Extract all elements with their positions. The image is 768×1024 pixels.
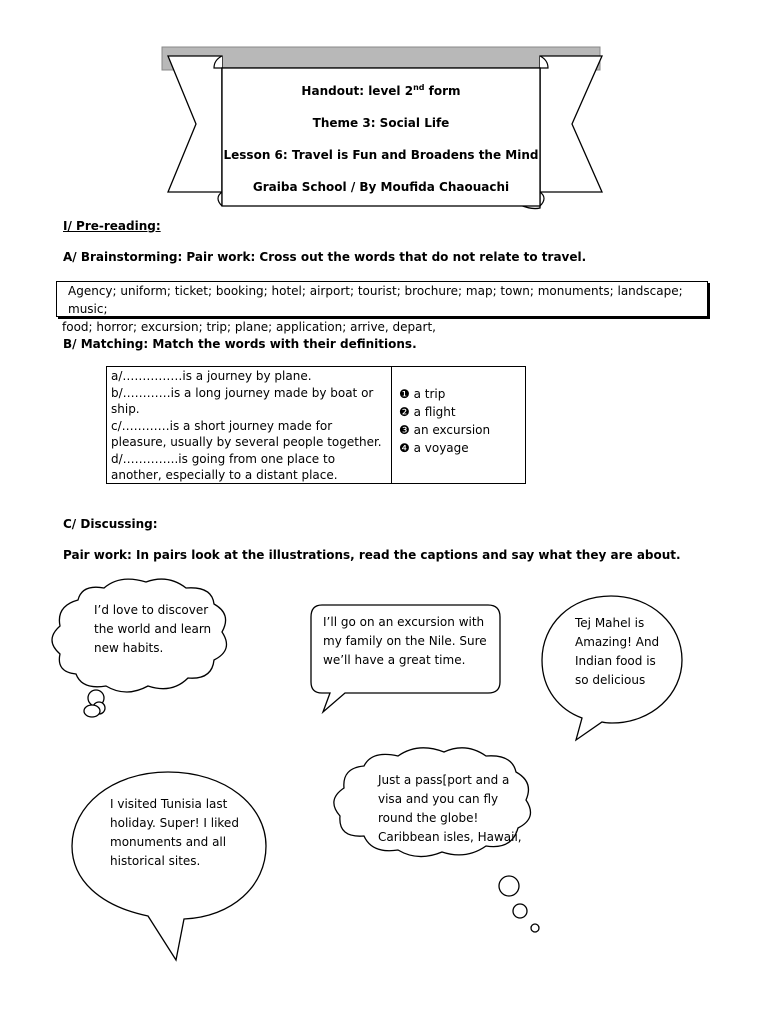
option-2: ❷ a flight <box>399 405 456 419</box>
definition-c: c/…………is a short journey made for pleasure, usually by several people together. <box>111 418 382 449</box>
word-list-line-1: Agency; uniform; ticket; booking; hotel; airport; tourist; brochure; map; town; monuments; landscape; music; <box>68 284 683 316</box>
brainstorming-heading: A/ Brainstorming: Pair work: Cross out the words that do not relate to travel. <box>63 250 587 264</box>
bubble-4-text: I visited Tunisia last holiday. Super! I liked monuments and all historical sites. <box>110 797 239 868</box>
bubble-1-text: I’d love to discover the world and learn new habits. <box>94 603 212 655</box>
handout-level-line: Handout: level 2nd form <box>301 83 461 98</box>
matching-heading: B/ Matching: Match the words with their definitions. <box>63 337 417 351</box>
option-1: ❶ a trip <box>399 387 446 401</box>
thought-dot-1c <box>84 705 100 717</box>
pre-reading-title: I/ Pre-reading: <box>63 219 161 233</box>
bubble-2-text: I’ll go on an excursion with my family on the Nile. Sure we’ll have a great time. <box>323 615 487 667</box>
option-4: ❹ a voyage <box>399 441 469 455</box>
school-author-line: Graiba School / By Moufida Chaouachi <box>252 180 510 194</box>
definition-b: b/…………is a long journey made by boat or ship. <box>111 385 374 416</box>
definition-a: a/……………is a journey by plane. <box>111 369 312 383</box>
discussing-instruction: Pair work: In pairs look at the illustrations, read the captions and say what they are about. <box>63 548 681 562</box>
bubble-5-text: Just a pass[port and a visa and you can fly round the globe! Caribbean isles, Hawaii, <box>378 773 522 844</box>
theme-line: Theme 3: Social Life <box>312 116 450 130</box>
thought-dot-5c <box>531 924 539 932</box>
discussing-heading: C/ Discussing: <box>63 517 158 531</box>
word-list-line-2: food; horror; excursion; trip; plane; application; arrive, depart, <box>62 320 436 334</box>
bubble-3-text: Tej Mahel is Amazing! And Indian food is so delicious <box>575 616 660 687</box>
lesson-line: Lesson 6: Travel is Fun and Broadens the Mind <box>223 148 539 162</box>
definition-d: d/…………..is going from one place to another, especially to a distant place. <box>111 451 338 482</box>
thought-dot-5a <box>499 876 519 896</box>
thought-dot-5b <box>513 904 527 918</box>
option-3: ❸ an excursion <box>399 423 491 437</box>
